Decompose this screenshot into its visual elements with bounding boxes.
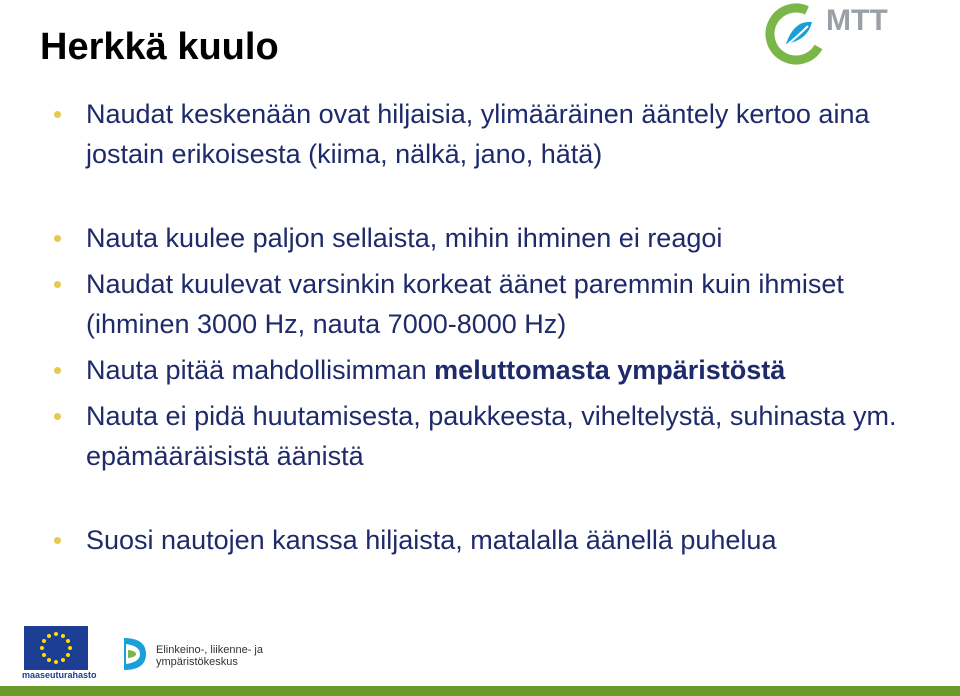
- bullet-item: [52, 520, 932, 560]
- bullet-text: Suosi nautojen kanssa hiljaista, matalalla äänellä puhelua: [86, 525, 777, 555]
- ely-logo-icon: [120, 636, 150, 672]
- bullet-item: [52, 218, 932, 258]
- mtt-logo-text: MTT: [826, 4, 888, 37]
- bullet-item: [52, 264, 932, 344]
- bullet-text: Nauta kuulee paljon sellaista, mihin ihminen ei reagoi: [86, 223, 723, 253]
- bullet-dot: [54, 281, 61, 288]
- bullet-item: [52, 94, 932, 174]
- footer-logos: [0, 620, 960, 696]
- ely-text: Elinkeino-, liikenne- ja ympäristökeskus: [156, 644, 263, 668]
- eu-flag-icon: [24, 626, 88, 670]
- bullet-dot: [54, 413, 61, 420]
- eu-caption: maaseuturahasto: [22, 670, 97, 680]
- bullet-dot: [54, 235, 61, 242]
- bullet-dot: [54, 537, 61, 544]
- slide-title: Herkkä kuulo: [40, 26, 279, 68]
- bullet-text: Naudat keskenään ovat hiljaisia, ylimääräinen ääntely kertoo aina jostain erikoisesta (kiima, nälkä, jano, hätä): [86, 99, 870, 169]
- bullet-text-prefix: Nauta pitää mahdollisimman: [86, 355, 435, 385]
- bullet-text-emphasis: meluttomasta ympäristöstä: [434, 355, 786, 385]
- bullet-item: [52, 350, 932, 390]
- bottom-bar: [0, 686, 960, 696]
- bullet-text: Naudat kuulevat varsinkin korkeat äänet paremmin kuin ihmiset (ihminen 3000 Hz, nauta 7000-8000 Hz): [86, 269, 844, 339]
- mtt-logo: [764, 0, 924, 68]
- bullet-text: Nauta ei pidä huutamisesta, paukkeesta, viheltelystä, suhinasta ym. epämääräisistä äänistä: [86, 401, 897, 471]
- bullet-list: [52, 94, 932, 560]
- bullet-item: [52, 396, 932, 476]
- mtt-logo-icon: [764, 0, 924, 68]
- bullet-dot: [54, 367, 61, 374]
- bullet-dot: [54, 111, 61, 118]
